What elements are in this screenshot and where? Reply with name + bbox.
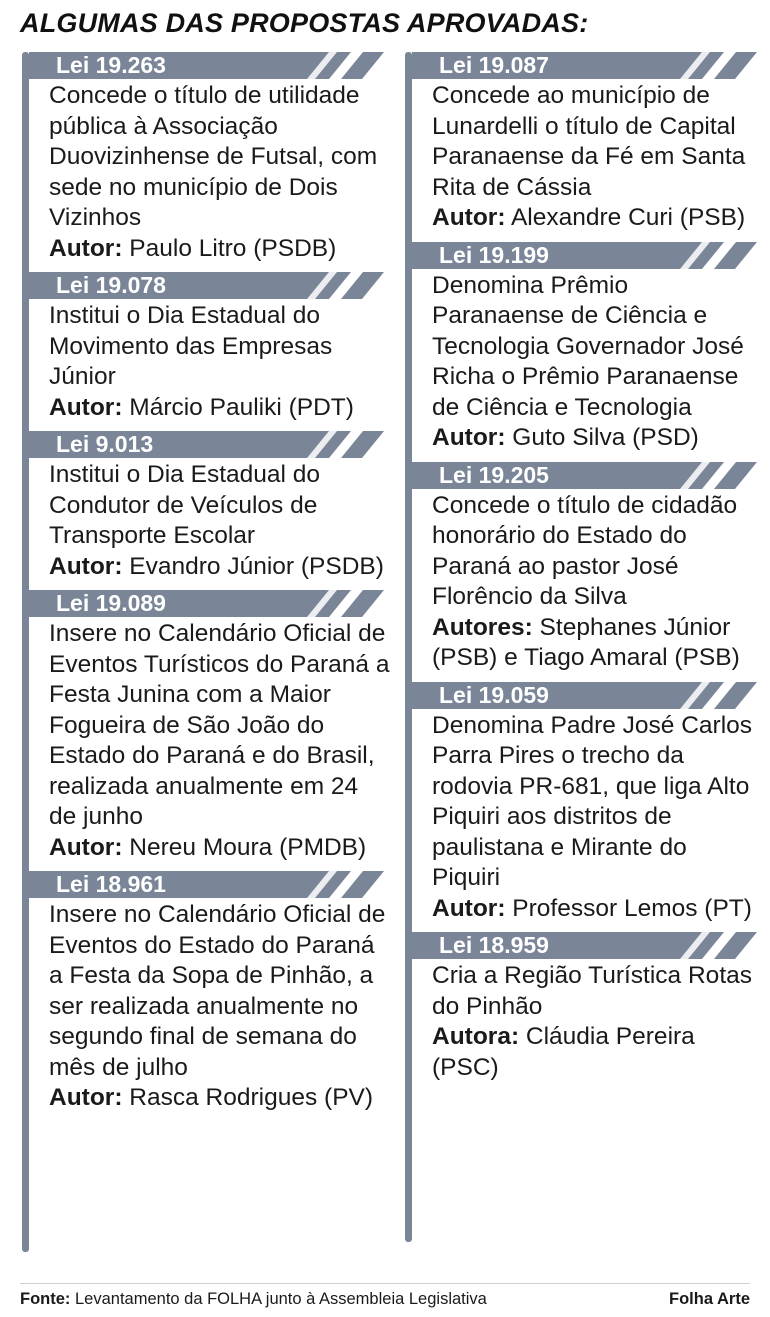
law-author	[49, 234, 390, 265]
footer-credit: Folha Arte	[669, 1290, 750, 1308]
law-number: Lei 19.087	[439, 52, 549, 78]
page-title: ALGUMAS DAS PROPOSTAS APROVADAS:	[20, 8, 589, 38]
author-name: Alexandre Curi (PSB)	[510, 204, 746, 231]
author-label: Autores:	[432, 613, 533, 641]
law-description: Denomina Prêmio Paranaense de Ciência e Tecnologia Governador José Richa o Prêmio Paranaense de Ciência e Tecnologia	[432, 271, 744, 421]
author-name: Cláudia Pereira (PSC)	[432, 1023, 695, 1081]
law-description: Institui o Dia Estadual do Condutor de Veículos de Transporte Escolar	[49, 461, 321, 549]
law-number: Lei 19.059	[439, 681, 549, 708]
law-number: Lei 9.013	[56, 431, 154, 457]
author-label: Autor:	[49, 833, 123, 861]
law-number: Lei 19.089	[56, 590, 166, 616]
right-column	[405, 52, 760, 1083]
author-label: Autor:	[49, 393, 123, 421]
law-entry	[22, 871, 390, 1114]
law-header	[412, 682, 760, 709]
law-number: Lei 18.961	[56, 871, 166, 897]
law-number: Lei 19.263	[56, 52, 166, 78]
law-entry	[22, 52, 390, 264]
law-author	[432, 423, 760, 454]
law-author	[49, 833, 390, 864]
law-entry	[405, 682, 760, 925]
author-label: Autor:	[432, 894, 506, 922]
footer-source	[20, 1290, 487, 1309]
law-author	[432, 894, 760, 925]
law-author	[432, 203, 760, 234]
law-description: Institui o Dia Estadual do Movimento das Empresas Júnior	[49, 302, 333, 390]
author-name: Paulo Litro (PSDB)	[129, 234, 337, 262]
author-name: Professor Lemos (PT)	[512, 894, 752, 922]
source-label: Fonte:	[20, 1290, 71, 1308]
law-header	[412, 932, 760, 959]
law-description: Insere no Calendário Oficial de Eventos Turísticos do Paraná a Festa Junina com a Maior Fogueira de São João do Estado do Paraná e do Brasil, realizada anualmente em 24 de junho	[49, 620, 390, 830]
author-name: Márcio Pauliki (PDT)	[129, 393, 354, 421]
author-name: Rasca Rodrigues (PV)	[129, 1084, 374, 1111]
author-label: Autor:	[432, 204, 506, 231]
law-header	[29, 590, 390, 617]
law-entry	[405, 462, 760, 674]
author-label: Autor:	[49, 1084, 123, 1111]
author-label: Autor:	[49, 234, 123, 262]
law-header	[412, 462, 760, 489]
law-header	[412, 52, 760, 79]
law-entry	[22, 590, 390, 863]
law-description: Insere no Calendário Oficial de Eventos do Estado do Paraná a Festa da Sopa de Pinhão, a ser realizada anualmente no segundo final de semana do mês de julho	[49, 901, 386, 1081]
law-author	[432, 1022, 760, 1083]
source-text: Levantamento da FOLHA junto à Assembleia Legislativa	[75, 1290, 487, 1308]
law-author	[49, 552, 390, 583]
author-name: Guto Silva (PSD)	[512, 424, 699, 451]
author-name: Evandro Júnior (PSDB)	[129, 552, 384, 580]
law-description: Cria a Região Turística Rotas do Pinhão	[432, 962, 752, 1020]
law-entry	[405, 242, 760, 454]
law-description: Concede o título de utilidade pública à Associação Duovizinhense de Futsal, com sede no município de Dois Vizinhos	[49, 82, 378, 231]
author-label: Autor:	[49, 552, 123, 580]
author-name: Nereu Moura (PMDB)	[129, 833, 367, 861]
law-description: Denomina Padre José Carlos Parra Pires o trecho da rodovia PR-681, que liga Alto Piquiri aos distritos de paulistana e Mirante do Piquiri	[432, 711, 753, 891]
law-number: Lei 19.205	[439, 461, 549, 488]
footer-divider	[20, 1283, 750, 1284]
law-header	[29, 52, 390, 79]
law-header	[29, 272, 390, 299]
author-label: Autor:	[432, 424, 506, 451]
law-entry	[405, 932, 760, 1083]
law-description: Concede o título de cidadão honorário do Estado do Paraná ao pastor José Florêncio da Silva	[432, 491, 738, 610]
law-header	[29, 431, 390, 458]
law-number: Lei 18.959	[439, 932, 549, 958]
law-header	[29, 871, 390, 898]
author-name: Stephanes Júnior (PSB) e Tiago Amaral (PSB)	[432, 613, 740, 671]
law-number: Lei 19.078	[56, 272, 166, 298]
law-entry	[405, 52, 760, 234]
left-column	[22, 52, 390, 1114]
law-author	[49, 1083, 390, 1114]
law-number: Lei 19.199	[439, 241, 549, 268]
law-author	[432, 613, 760, 674]
law-description: Concede ao município de Lunardelli o título de Capital Paranaense da Fé em Santa Rita de Cássia	[432, 82, 746, 201]
law-entry	[22, 431, 390, 582]
law-author	[49, 393, 390, 424]
law-entry	[22, 272, 390, 423]
author-label: Autora:	[432, 1023, 520, 1050]
law-header	[412, 242, 760, 269]
